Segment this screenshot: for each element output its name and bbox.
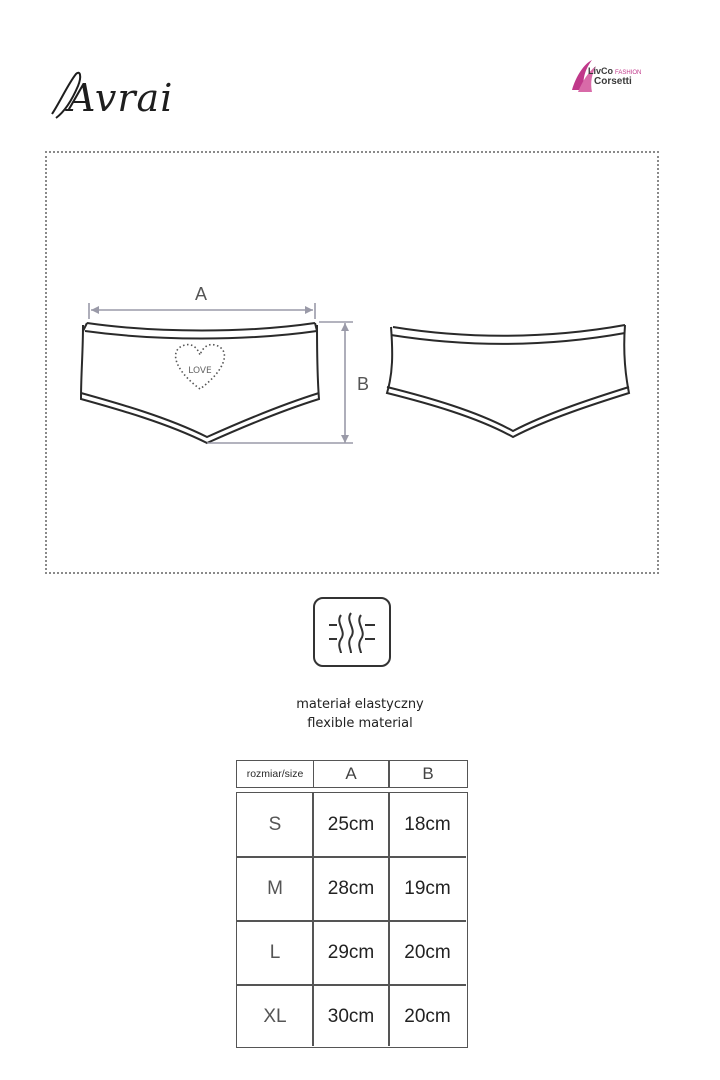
size-cell: L: [269, 942, 281, 963]
dimension-b: [207, 322, 353, 443]
front-view-briefs: [81, 323, 319, 443]
b-cell: 19cm: [404, 878, 451, 899]
product-name-text: Avrai: [68, 76, 174, 120]
label-b: B: [357, 374, 370, 394]
garment-diagram: [47, 153, 661, 576]
heart-text: LOVE: [188, 366, 212, 376]
size-cell: M: [267, 878, 283, 899]
heart-love-motif: [176, 345, 225, 389]
b-cell: 20cm: [404, 942, 451, 963]
table-row: [237, 921, 466, 985]
brand-logo: [566, 56, 666, 100]
feature-caption-pl: materiał elastyczny: [296, 697, 424, 712]
flexible-material-icon: [313, 597, 391, 667]
dimension-a: [89, 303, 315, 319]
brand-name-line2: Corsetti: [594, 76, 632, 87]
size-cell: S: [268, 814, 282, 835]
a-cell: 28cm: [327, 878, 375, 899]
table-row: [237, 857, 466, 921]
table-row: [237, 985, 466, 1049]
size-table-body: [236, 792, 468, 1048]
garment-diagram-frame: [45, 151, 659, 574]
size-cell: XL: [263, 1006, 287, 1027]
a-cell: 30cm: [327, 1006, 375, 1027]
feature-caption-en: flexible material: [307, 716, 413, 731]
a-cell: 25cm: [327, 814, 375, 835]
label-a: A: [194, 284, 208, 304]
size-table-header: [236, 760, 468, 788]
a-cell: 29cm: [327, 942, 375, 963]
header-b: B: [388, 760, 468, 788]
product-name-logo: [42, 62, 182, 132]
b-cell: 18cm: [404, 814, 451, 835]
b-cell: 20cm: [404, 1006, 451, 1027]
header-a: A: [313, 760, 390, 788]
brand-name-line1: LivCo FASHION: [588, 66, 642, 76]
header-size: rozmiar/size: [236, 760, 314, 788]
table-row: [237, 793, 466, 857]
back-view-briefs: [387, 325, 629, 437]
